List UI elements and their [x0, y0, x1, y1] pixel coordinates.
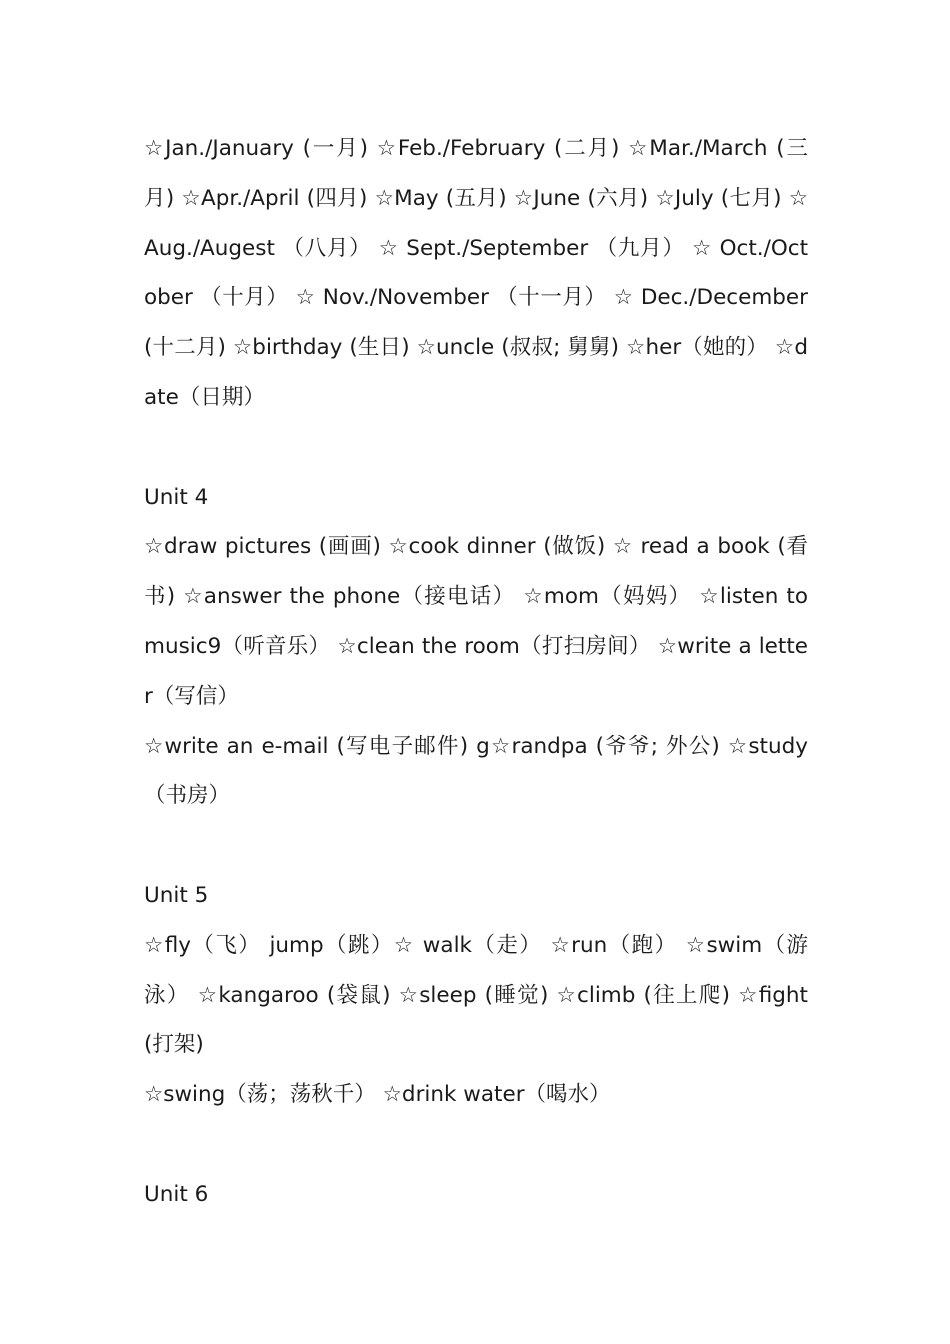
unit-4-vocabulary-paragraph-2: ☆write an e-mail (写电子邮件) g☆randpa (爷爷; 外公) ☆study（书房）: [144, 733, 808, 809]
section-spacer: [144, 1120, 808, 1170]
unit-4-vocabulary-paragraph: ☆draw pictures (画画) ☆cook dinner (做饭) ☆ read a book (看书) ☆answer the phone（接电话） ☆mom（妈妈） ☆listen to music9（听音乐） ☆clean the room（打扫房间） ☆write a letter（写信）: [144, 534, 808, 709]
document-page: [144, 124, 808, 1220]
unit-6-heading: Unit 6: [144, 1181, 209, 1207]
unit-5-vocabulary-paragraph-2: ☆swing（荡；荡秋千） ☆drink water（喝水）: [144, 1082, 611, 1108]
unit-5-heading: Unit 5: [144, 882, 209, 908]
unit-4-heading: Unit 4: [144, 484, 209, 510]
section-spacer: [144, 821, 808, 871]
unit-5-vocabulary-paragraph: ☆fly（飞） jump（跳）☆ walk（走） ☆run（跑） ☆swim（游泳） ☆kangaroo (袋鼠) ☆sleep (睡觉) ☆climb (往上爬) ☆fight (打架): [144, 932, 808, 1058]
months-vocabulary-paragraph: ☆Jan./January (一月) ☆Feb./February (二月) ☆Mar./March (三月) ☆Apr./April (四月) ☆May (五月) ☆June (六月) ☆July (七月) ☆ Aug./Augest （八月） ☆ Sept./September （九月） ☆ Oct./October （十月） ☆ Nov./November （十一月） ☆ Dec./December (十二月) ☆birthday (生日) ☆uncle (叔叔; 舅舅) ☆her（她的） ☆date（日期）: [144, 136, 808, 410]
section-spacer: [144, 423, 808, 473]
